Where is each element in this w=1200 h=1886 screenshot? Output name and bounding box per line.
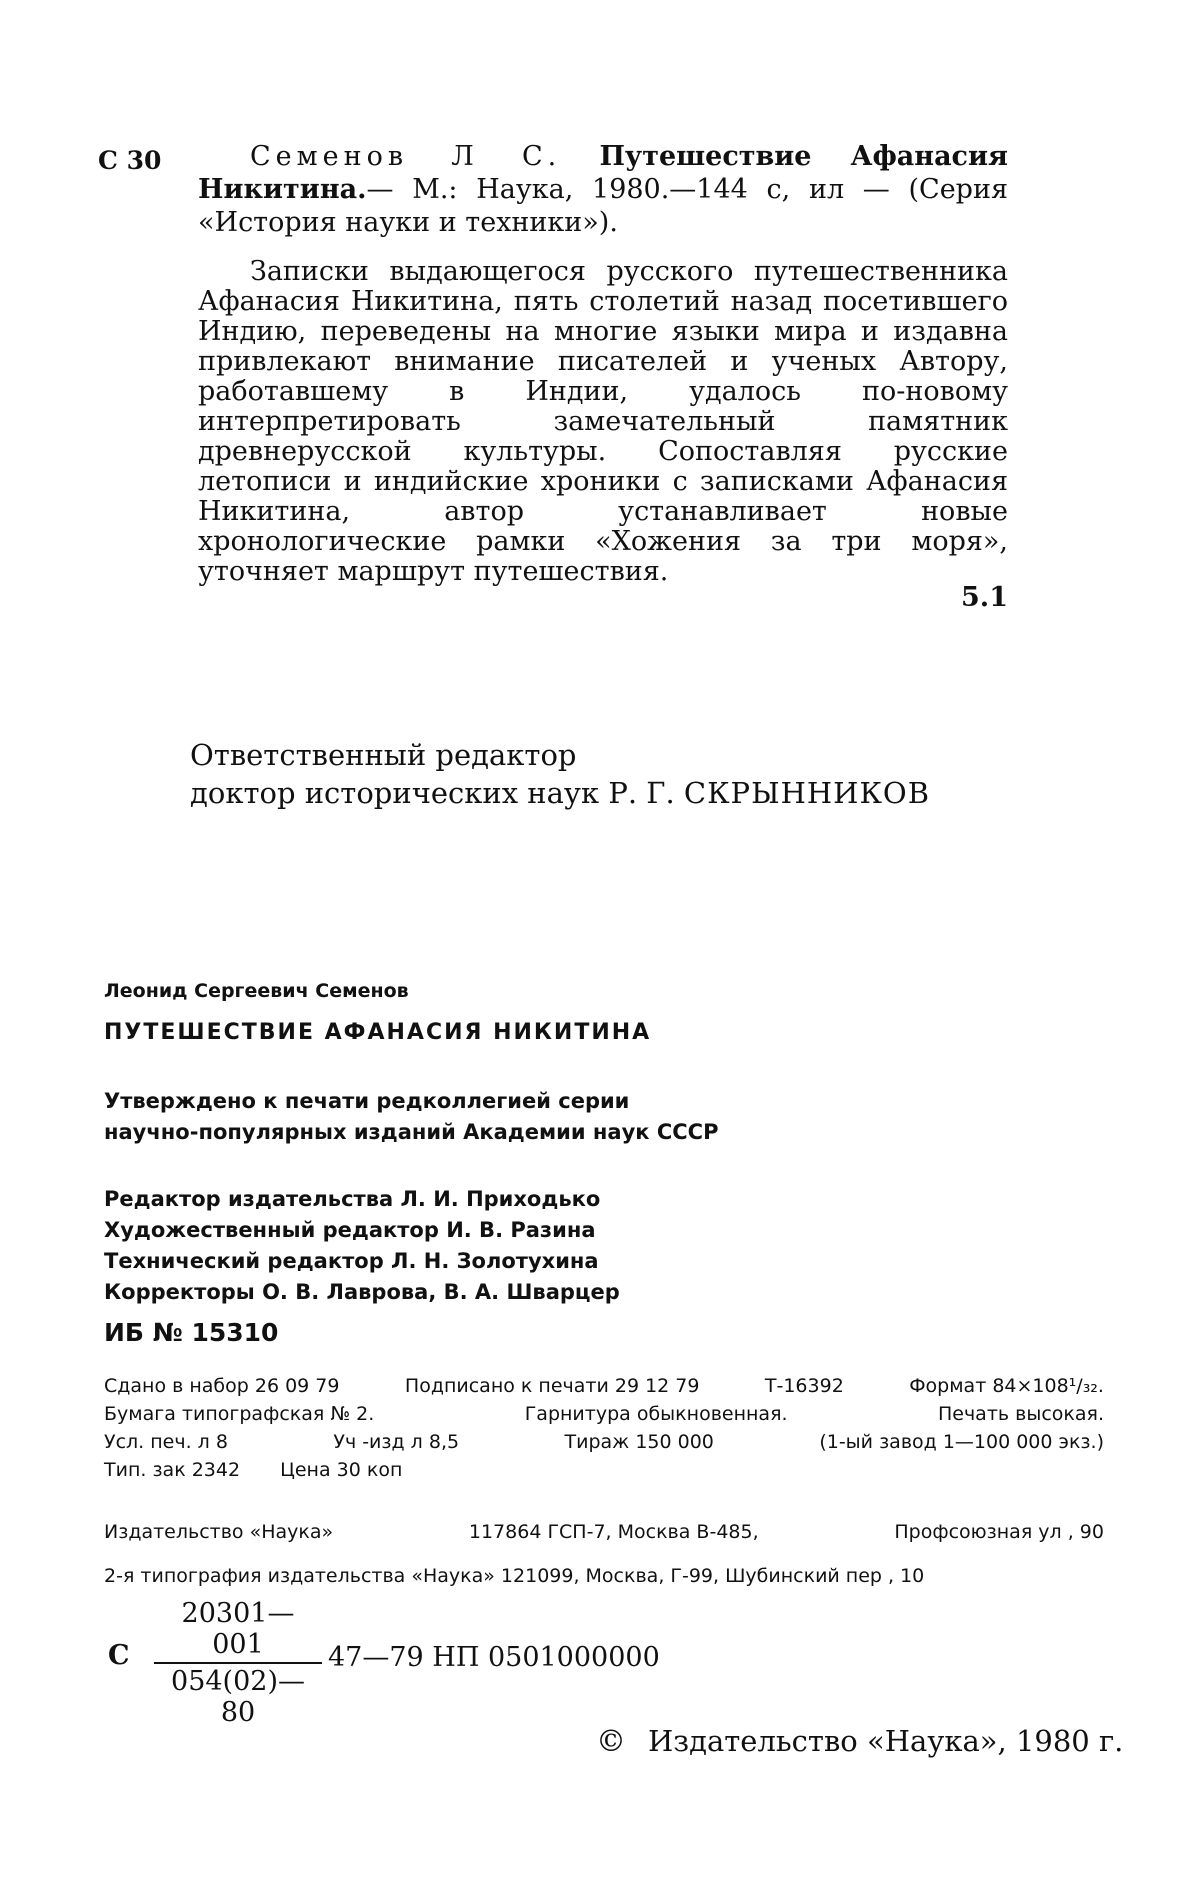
- staff-line: Художественный редактор И. В. Разина: [104, 1218, 596, 1242]
- index-denominator: 054(02)—80: [171, 1666, 305, 1728]
- tech-cell: Тип. зак 2342: [104, 1459, 241, 1481]
- publisher-cell: 117864 ГСП-7, Москва В-485,: [468, 1521, 759, 1543]
- catalog-cipher: С 30: [98, 146, 162, 175]
- bibliographic-record: [198, 140, 1008, 239]
- editor-role: Ответственный редактор: [190, 738, 577, 772]
- copyright-notice: [596, 1724, 1123, 1759]
- annotation: Записки выдающегося русского путешественника Афанасия Никитина, пять столетий назад посетившего Индию, переведены на многие языки мира и издавна привлекают внимание писателей и ученых Автору, работавшему в Индии, удалось по-новому интерпретировать замечательный памятник древнерусской культуры. Сопоставляя русские летописи и индийские хроники с записками Афанасия Никитина, автор устанавливает новые хронологические рамки «Хожения за три моря», уточняет маршрут путешествия.: [198, 256, 1008, 587]
- responsible-editor: [190, 736, 930, 812]
- tech-row: [104, 1372, 1104, 1400]
- tech-cell: Уч -изд л 8,5: [333, 1431, 460, 1453]
- publisher-row: [104, 1510, 1104, 1554]
- record-imprint: — М.: Наука, 1980.—144 с, ил — (Серия «История науки и техники»).: [198, 174, 1008, 238]
- tech-cell: Т-16392: [764, 1375, 844, 1397]
- publisher-info: [104, 1510, 1104, 1598]
- staff-line: Редактор издательства Л. И. Приходько: [104, 1187, 601, 1211]
- index-rest: 47—79 НП 0501000000: [328, 1642, 660, 1673]
- publisher-cell: 2-я типография издательства «Наука» 121099, Москва, Г-99, Шубинский пер , 10: [104, 1565, 925, 1587]
- copyright-icon: ©: [596, 1724, 626, 1759]
- publisher-cell: Профсоюзная ул , 90: [894, 1521, 1104, 1543]
- publisher-row: [104, 1554, 1104, 1598]
- tech-row: [104, 1456, 1104, 1484]
- fraction-line: [154, 1662, 322, 1664]
- tech-cell: Бумага типографская № 2.: [104, 1403, 375, 1425]
- staff-line: Корректоры О. В. Лаврова, В. А. Шварцер: [104, 1280, 620, 1304]
- editor-name: СКРЫННИКОВ: [683, 776, 930, 810]
- tech-cell: (1-ый завод 1—100 000 экз.): [819, 1431, 1104, 1453]
- tech-cell: Подписано к печати 29 12 79: [404, 1375, 700, 1397]
- editor-credentials: [190, 774, 930, 812]
- tech-cell: Сдано в набор 26 09 79: [104, 1375, 340, 1397]
- editor-prefix: доктор исторических наук Р. Г.: [190, 776, 675, 810]
- staff-line: Технический редактор Л. Н. Золотухина: [104, 1249, 599, 1273]
- ib-number: ИБ № 15310: [104, 1318, 279, 1347]
- index-numerator: 20301—001: [181, 1598, 295, 1660]
- index-fraction: [154, 1598, 322, 1728]
- tech-cell: Тираж 150 000: [564, 1431, 714, 1453]
- record-title: Путешествие Афанасия Никитина.: [198, 141, 1008, 205]
- tech-cell: Усл. печ. л 8: [104, 1431, 228, 1453]
- tech-row: [104, 1428, 1104, 1456]
- tech-cell: Цена 30 коп: [280, 1459, 403, 1481]
- index-letter: С: [108, 1640, 130, 1671]
- approval-line: Утверждено к печати редколлегией серии: [104, 1089, 630, 1113]
- record-author: Семенов Л С.: [250, 141, 562, 172]
- imprint-author: Леонид Сергеевич Семенов: [104, 980, 409, 1002]
- approval-line: научно-популярных изданий Академии наук СССР: [104, 1120, 719, 1144]
- publisher-cell: Издательство «Наука»: [104, 1521, 334, 1543]
- editorial-staff: [104, 1184, 620, 1308]
- classification-code: 5.1: [961, 582, 1008, 613]
- technical-data: [104, 1372, 1104, 1484]
- approval-note: [104, 1086, 718, 1148]
- copyright-text: Издательство «Наука», 1980 г.: [648, 1724, 1124, 1758]
- tech-cell: Гарнитура обыкновенная.: [524, 1403, 788, 1425]
- tech-cell: Печать высокая.: [937, 1403, 1104, 1425]
- tech-row: [104, 1400, 1104, 1428]
- imprint-title: ПУТЕШЕСТВИЕ АФАНАСИЯ НИКИТИНА: [104, 1020, 652, 1045]
- tech-cell: Формат 84×108¹/₃₂.: [909, 1375, 1104, 1397]
